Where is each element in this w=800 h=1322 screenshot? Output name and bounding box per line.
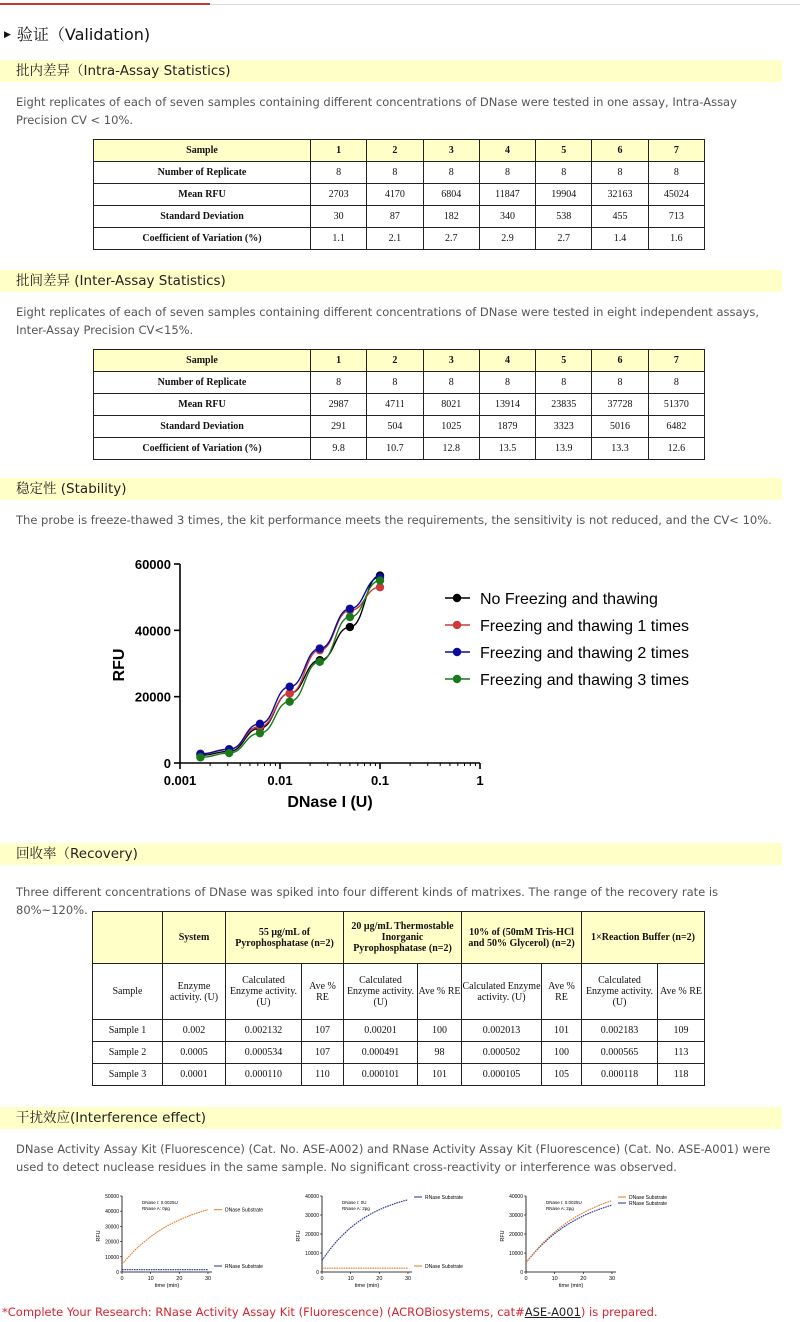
mini-x-label: time (min) [558,1283,584,1289]
mini-x-label: time (min) [154,1283,180,1289]
recovery-subheader-calc: Calculated Enzyme activity. (U) [462,964,542,1020]
recovery-cell: 113 [658,1042,705,1064]
recovery-corner [93,912,163,964]
chart-axes [180,564,480,763]
recovery-cell: 98 [418,1042,462,1064]
recovery-cell: 100 [542,1042,582,1064]
intra-cell: 2703 [311,184,367,206]
inter-row [94,394,705,416]
mini-y-label: RFU [296,1230,302,1242]
recovery-cell: 0.000101 [344,1064,418,1086]
intra-header-cell: Sample [94,140,311,162]
inter-cell: 8 [648,372,704,394]
mini-x-tick-label: 0 [120,1276,124,1282]
data-point [376,576,384,584]
intra-cell: 45024 [648,184,704,206]
recovery-cell: 118 [658,1064,705,1086]
legend-marker [453,648,461,656]
recovery-description: Three different concentrations of DNase was spiked into four different kinds of matrixes. The range of the recovery rate is 80%~120%. [16,885,719,917]
inter-description: Eight replicates of each of seven samples containing different concentrations of DNase were tested in eight independent assays, Inter-Assay Precision CV<15%. [16,305,760,337]
intra-header-cell: 2 [367,140,423,162]
mini-y-tick-label: 20000 [105,1239,119,1246]
inter-cell: 12.6 [648,438,704,460]
series-line-3 [200,577,380,754]
intra-header-row [94,140,705,162]
interference-chart-3 [496,1190,696,1290]
mini-y-tick-label: 20000 [509,1232,523,1238]
intra-header-cell: 6 [592,140,648,162]
intra-cell: 8 [536,162,592,184]
mini-note-rnase: RNase A: 0pg [142,1206,170,1211]
mini-y-tick-label: 0 [520,1270,523,1276]
inter-cell: 8 [423,372,479,394]
y-tick-label: 0 [163,756,171,771]
intra-cell: 87 [367,206,423,228]
mini-y-tick-label: 10000 [509,1251,523,1257]
footer-note: *Complete Your Research: RNase Activity Assay Kit (Fluorescence) (ACROBiosystems, cat#ASE-A001) is prepared. [2,1305,658,1319]
intra-header-cell: 1 [311,140,367,162]
inter-row [94,438,705,460]
mini-curve [526,1205,612,1263]
recovery-cell: 0.000110 [226,1064,302,1086]
legend-marker [453,675,461,683]
x-tick-label: 0.001 [163,773,197,788]
recovery-sample-label: Sample 1 [93,1020,163,1042]
intra-cell: 2.9 [479,228,535,250]
mini-y-tick-label: 40000 [305,1194,319,1200]
intra-cell: 30 [311,206,367,228]
inter-cell: 8 [479,372,535,394]
mini-x-tick-label: 20 [580,1276,587,1282]
recovery-cell: 0.0001 [163,1064,226,1086]
inter-header-cell: 7 [648,350,704,372]
mini-x-tick-label: 10 [551,1276,558,1282]
intra-cell: 2.7 [536,228,592,250]
inter-cell: 23835 [536,394,592,416]
data-point [285,697,293,705]
mini-legend-top: DNase Substrate [225,1207,264,1214]
mini-x-tick-label: 20 [176,1276,183,1282]
intra-cell: 4170 [367,184,423,206]
recovery-row [93,1064,705,1086]
intra-cell: 6804 [423,184,479,206]
inter-cell: 8 [536,372,592,394]
mini-y-tick-label: 10000 [305,1251,319,1257]
recovery-cell: 100 [418,1020,462,1042]
mini-x-label: time (min) [354,1283,380,1289]
validation-title: ▶ 验证（Validation) [4,25,151,44]
intra-description: Eight replicates of each of seven samples containing different concentrations of DNase were tested in one assay, Intra-Assay Precision CV < 10%. [16,95,737,127]
intra-cell: 11847 [479,184,535,206]
inter-header-cell: Sample [94,350,311,372]
x-tick-label: 1 [476,773,484,788]
mini-x-tick-label: 30 [204,1276,212,1282]
intra-cell: 19904 [536,184,592,206]
x-tick-label: 0.01 [267,773,293,788]
series-line-1 [200,576,380,756]
inter-row-label: Mean RFU [94,394,311,416]
stability-heading: 稳定性 (Stability) [0,478,782,500]
mini-x-tick-label: 20 [376,1276,383,1282]
recovery-row [93,1020,705,1042]
recovery-sample-label: Sample 2 [93,1042,163,1064]
inter-cell: 8 [367,372,423,394]
recovery-cell: 0.000502 [462,1042,542,1064]
recovery-heading: 回收率（Recovery) [0,843,782,865]
mini-y-tick-label: 30000 [105,1224,119,1231]
legend-marker [453,621,461,629]
mini-legend-top: RNase Substrate [425,1195,464,1201]
triangle-icon: ▶ [4,30,11,40]
inter-cell: 291 [311,416,367,438]
inter-header-cell: 5 [536,350,592,372]
recovery-cell: 0.000105 [462,1064,542,1086]
inter-assay-table [93,349,705,460]
recovery-cell: 0.000491 [344,1042,418,1064]
recovery-subheader-calc: Calculated Enzyme activity. (U) [582,964,658,1020]
inter-cell: 6482 [648,416,704,438]
mini-x-tick-label: 10 [347,1276,354,1282]
intra-cell: 2.7 [423,228,479,250]
mini-legend-bottom: DNase Substrate [425,1264,464,1270]
data-point [346,623,354,631]
mini-y-tick-label: 10000 [105,1254,119,1261]
data-point [256,720,264,728]
mini-note-dnase: DNase I: 0U [342,1200,367,1205]
inter-cell: 51370 [648,394,704,416]
interference-chart-1 [92,1190,292,1290]
recovery-cell: 0.000565 [582,1042,658,1064]
recovery-sample-label: Sample 3 [93,1064,163,1086]
recovery-cell: 105 [542,1064,582,1086]
inter-header-row [94,350,705,372]
intra-header-cell: 7 [648,140,704,162]
data-point [196,753,204,761]
mini-x-tick-label: 30 [404,1276,412,1282]
intra-cell: 1.6 [648,228,704,250]
inter-cell: 13.5 [479,438,535,460]
inter-cell: 1879 [479,416,535,438]
legend-label: Freezing and thawing 1 times [480,618,689,635]
recovery-subheader-ave: Ave % RE [418,964,462,1020]
intra-row-label: Number of Replicate [94,162,311,184]
recovery-cell: 101 [418,1064,462,1086]
inter-header-cell: 2 [367,350,423,372]
recovery-header-matrix-4: 1×Reaction Buffer (n=2) [582,912,705,964]
intra-row [94,228,705,250]
y-tick-label: 40000 [134,623,171,639]
recovery-header-matrix-3: 10% of (50mM Tris-HCl and 50% Glycerol) (n=2) [462,912,582,964]
recovery-table [92,911,705,1086]
recovery-subheader-ave: Ave % RE [658,964,705,1020]
legend-marker [453,594,461,602]
y-tick-label: 20000 [134,689,171,705]
recovery-cell: 0.000118 [582,1064,658,1086]
data-point [316,658,324,666]
inter-cell: 10.7 [367,438,423,460]
inter-cell: 2987 [311,394,367,416]
intra-row-label: Mean RFU [94,184,311,206]
intra-row [94,184,705,206]
data-point [285,683,293,691]
inter-header-cell: 3 [423,350,479,372]
recovery-cell: 110 [302,1064,344,1086]
data-point [225,749,233,757]
intra-row [94,162,705,184]
intra-cell: 2.1 [367,228,423,250]
intra-cell: 538 [536,206,592,228]
inter-cell: 37728 [592,394,648,416]
intra-cell: 8 [592,162,648,184]
mini-y-tick-label: 0 [116,1270,119,1276]
inter-row [94,416,705,438]
inter-cell: 8 [592,372,648,394]
mini-y-tick-label: 30000 [509,1213,523,1219]
inter-cell: 504 [367,416,423,438]
mini-y-tick-label: 30000 [305,1213,319,1219]
recovery-subheader-calc: Calculated Enzyme activity. (U) [226,964,302,1020]
inter-row-label: Coefficient of Variation (%) [94,438,311,460]
intra-assay-table [93,139,705,250]
intra-cell: 8 [311,162,367,184]
interference-heading: 干扰效应(Interference effect) [0,1107,782,1129]
legend-label: Freezing and thawing 3 times [480,672,689,689]
inter-header-cell: 4 [479,350,535,372]
mini-legend-bottom: RNase Substrate [629,1201,668,1207]
intra-cell: 713 [648,206,704,228]
intra-header-cell: 3 [423,140,479,162]
interference-chart-2 [292,1190,492,1290]
inter-header-cell: 6 [592,350,648,372]
interference-description: DNase Activity Assay Kit (Fluorescence) (Cat. No. ASE-A002) and RNase Activity Assay Kit (Fluorescence) (Cat. No. ASE-A001) were used to detect nuclease residues in the same sample. No significant cross-reactivity or interference was observed. [16,1142,771,1174]
x-tick-label: 0.1 [370,773,390,788]
intra-cell: 32163 [592,184,648,206]
intra-cell: 8 [479,162,535,184]
inter-row-label: Number of Replicate [94,372,311,394]
stability-chart [100,548,720,818]
inter-cell: 13.9 [536,438,592,460]
data-point [346,605,354,613]
intra-header-cell: 5 [536,140,592,162]
recovery-cell: 107 [302,1042,344,1064]
mini-x-tick-label: 0 [524,1276,528,1282]
data-point [346,613,354,621]
mini-x-tick-label: 0 [320,1276,324,1282]
mini-note-rnase: RNase A: 2pg [546,1206,574,1211]
inter-cell: 8021 [423,394,479,416]
recovery-subheader-sample: Sample [93,964,163,1020]
mini-note-dnase: DNase I: 0.0025U [546,1200,582,1205]
mini-y-label: RFU [500,1230,506,1242]
recovery-cell: 0.00201 [344,1020,418,1042]
recovery-cell: 109 [658,1020,705,1042]
recovery-cell: 0.0005 [163,1042,226,1064]
mini-y-tick-label: 50000 [105,1194,119,1200]
inter-cell: 13.3 [592,438,648,460]
top-accent-bar [0,3,210,5]
inter-cell: 12.8 [423,438,479,460]
stability-chart-svg [100,548,720,818]
recovery-cell: 0.000534 [226,1042,302,1064]
intra-header-cell: 4 [479,140,535,162]
mini-y-tick-label: 40000 [509,1194,523,1200]
mini-note-rnase: RNase A: 2pg [342,1206,370,1211]
y-axis-label: RFU [111,648,128,682]
mini-x-tick-label: 30 [608,1276,616,1282]
mini-x-tick-label: 10 [147,1276,154,1282]
intra-cell: 8 [367,162,423,184]
inter-row-label: Standard Deviation [94,416,311,438]
recovery-row [93,1042,705,1064]
inter-row [94,372,705,394]
inter-cell: 8 [311,372,367,394]
inter-cell: 13914 [479,394,535,416]
inter-cell: 9.8 [311,438,367,460]
inter-cell: 3323 [536,416,592,438]
inter-header-cell: 1 [311,350,367,372]
mini-legend-top: DNase Substrate [629,1195,668,1201]
recovery-cell: 0.002132 [226,1020,302,1042]
intra-cell: 340 [479,206,535,228]
recovery-header-matrix-1: 55 μg/mL of Pyrophosphatase (n=2) [226,912,344,964]
recovery-header-system: System [163,912,226,964]
intra-row-label: Coefficient of Variation (%) [94,228,311,250]
legend-label: Freezing and thawing 2 times [480,645,689,662]
mini-y-tick-label: 20000 [305,1232,319,1238]
intra-cell: 1.1 [311,228,367,250]
stability-description: The probe is freeze-thawed 3 times, the kit performance meets the requirements, the sensitivity is not reduced, and the CV< 10%. [16,513,772,527]
intra-cell: 8 [423,162,479,184]
inter-cell: 4711 [367,394,423,416]
ase-a001-link[interactable]: ASE-A001 [524,1305,581,1319]
mini-y-tick-label: 0 [316,1270,319,1276]
recovery-cell: 107 [302,1020,344,1042]
mini-curve [122,1210,208,1265]
recovery-subheader-calc: Calculated Enzyme activity. (U) [344,964,418,1020]
recovery-subheader-enzyme: Enzyme activity. (U) [163,964,226,1020]
intra-heading: 批内差异（Intra-Assay Statistics) [0,60,782,82]
y-tick-label: 60000 [134,557,171,572]
inter-heading: 批间差异 (Inter-Assay Statistics) [0,270,782,292]
mini-y-tick-label: 40000 [105,1209,119,1216]
mini-note-dnase: DNase I: 0.0025U [142,1200,178,1205]
data-point [316,644,324,652]
mini-legend-bottom: RNase Substrate [225,1264,264,1270]
mini-y-label: RFU [96,1230,102,1242]
intra-row-label: Standard Deviation [94,206,311,228]
intra-cell: 1.4 [592,228,648,250]
intra-row [94,206,705,228]
intra-cell: 455 [592,206,648,228]
legend-label: No Freezing and thawing [480,591,658,608]
intra-cell: 182 [423,206,479,228]
recovery-cell: 0.002183 [582,1020,658,1042]
recovery-cell: 101 [542,1020,582,1042]
recovery-subheader-ave: Ave % RE [542,964,582,1020]
inter-cell: 1025 [423,416,479,438]
intra-cell: 8 [648,162,704,184]
data-point [256,729,264,737]
recovery-header-matrix-2: 20 μg/mL Thermostable Inorganic Pyrophosphatase (n=2) [344,912,462,964]
x-axis-label: DNase I (U) [287,794,373,811]
recovery-subheader-ave: Ave % RE [302,964,344,1020]
recovery-cell: 0.002013 [462,1020,542,1042]
inter-cell: 5016 [592,416,648,438]
recovery-cell: 0.002 [163,1020,226,1042]
